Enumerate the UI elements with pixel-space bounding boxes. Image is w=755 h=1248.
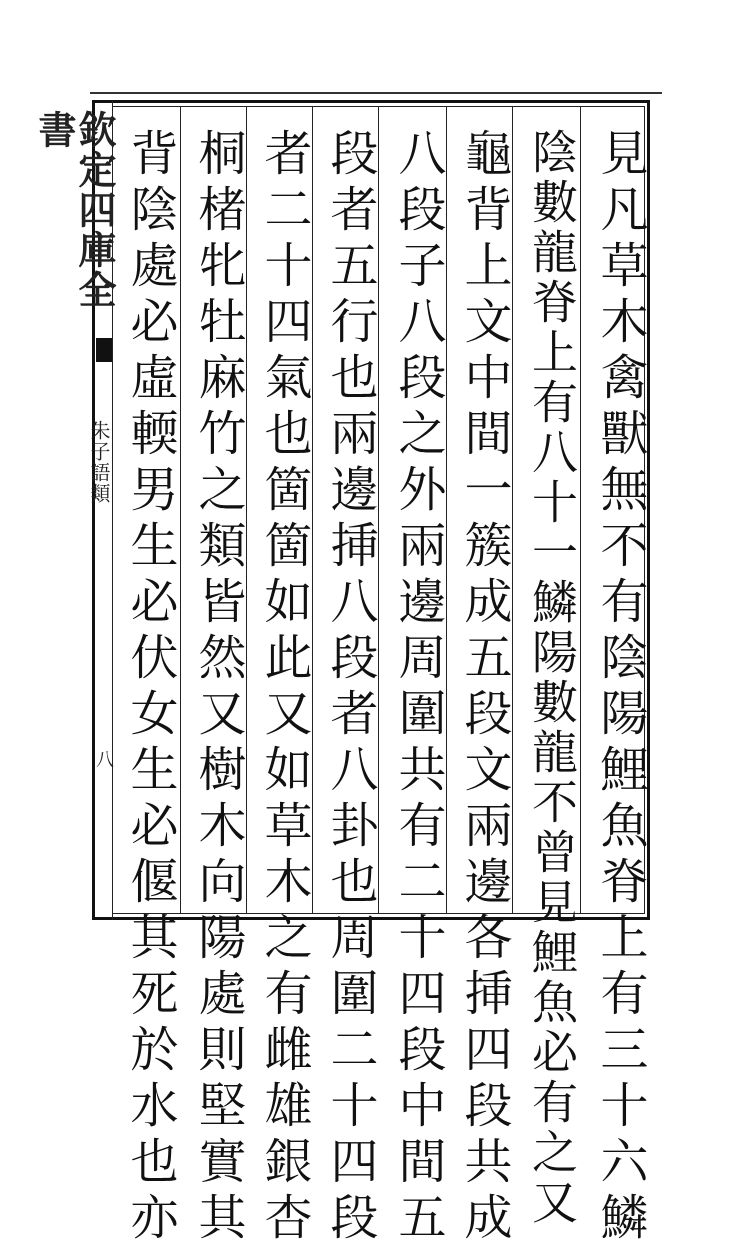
top-rule [90,92,662,94]
text-column-2: 陰數龍脊上有八十一鱗陽數龍不曾見鯉魚必有之又 [525,128,579,1228]
text-column-5: 段者五行也兩邊挿八段者八卦也周圍二十四段 [322,128,378,1248]
text-column-1: 見凡草木禽獸無不有陰陽鯉魚脊上有三十六鱗 [592,128,648,1248]
text-column-3: 龜背上文中間一簇成五段文兩邊各挿四段共成 [456,128,512,1248]
text-column-4: 八段子八段之外兩邊周圍共有二十四段中間五 [390,128,446,1248]
column-divider [180,106,181,914]
page-number: 八 [93,750,114,768]
text-column-6: 者二十四氣也箇箇如此又如草木之有雌雄銀杏 [256,128,312,1248]
text-column-7: 桐楮牝牡麻竹之類皆然又樹木向陽處則堅實其 [190,128,246,1248]
fishtail-mark [96,338,112,362]
text-column-8: 背陰處必虛輭男生必伏女生必偃其死於水也亦 [122,128,178,1248]
book-title: 欽定四庫全書 [32,110,117,310]
section-title: 朱子語類 [87,420,111,504]
